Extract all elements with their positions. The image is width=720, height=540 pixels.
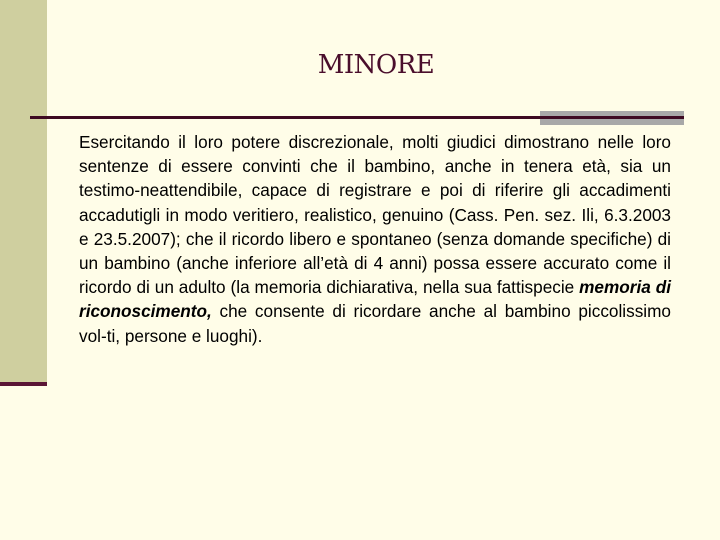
slide-title: MINORE	[317, 50, 435, 80]
body-paragraph	[79, 130, 671, 348]
body-text-part-1: Esercitando il loro potere discrezionale, molti giudici dimostrano nelle loro sentenze di essere convinti che il bambino, anche in tenera età, sia un testimo-neattendibile, capace di registrare e poi di riferire gli accadimenti accadutigli in modo veritiero, realistico, genuino (Cass. Pen. sez. Ili, 6.3.2003 e 23.5.2007); che il ricordo libero e spontaneo (senza domande specifiche) di un bambino (anche inferiore all’età di 4 anni) possa essere accurato come il ricordo di un adulto (la memoria dichiarativa, nella sua fattispecie	[79, 132, 671, 298]
title-rule	[30, 116, 684, 119]
left-accent-band-foot	[0, 382, 47, 386]
body-text-emphasis: memoria di riconoscimento,	[79, 277, 671, 322]
body-text-part-2: che consente di ricordare anche al bambino piccolissimo vol-ti, persone e luoghi).	[79, 301, 671, 346]
